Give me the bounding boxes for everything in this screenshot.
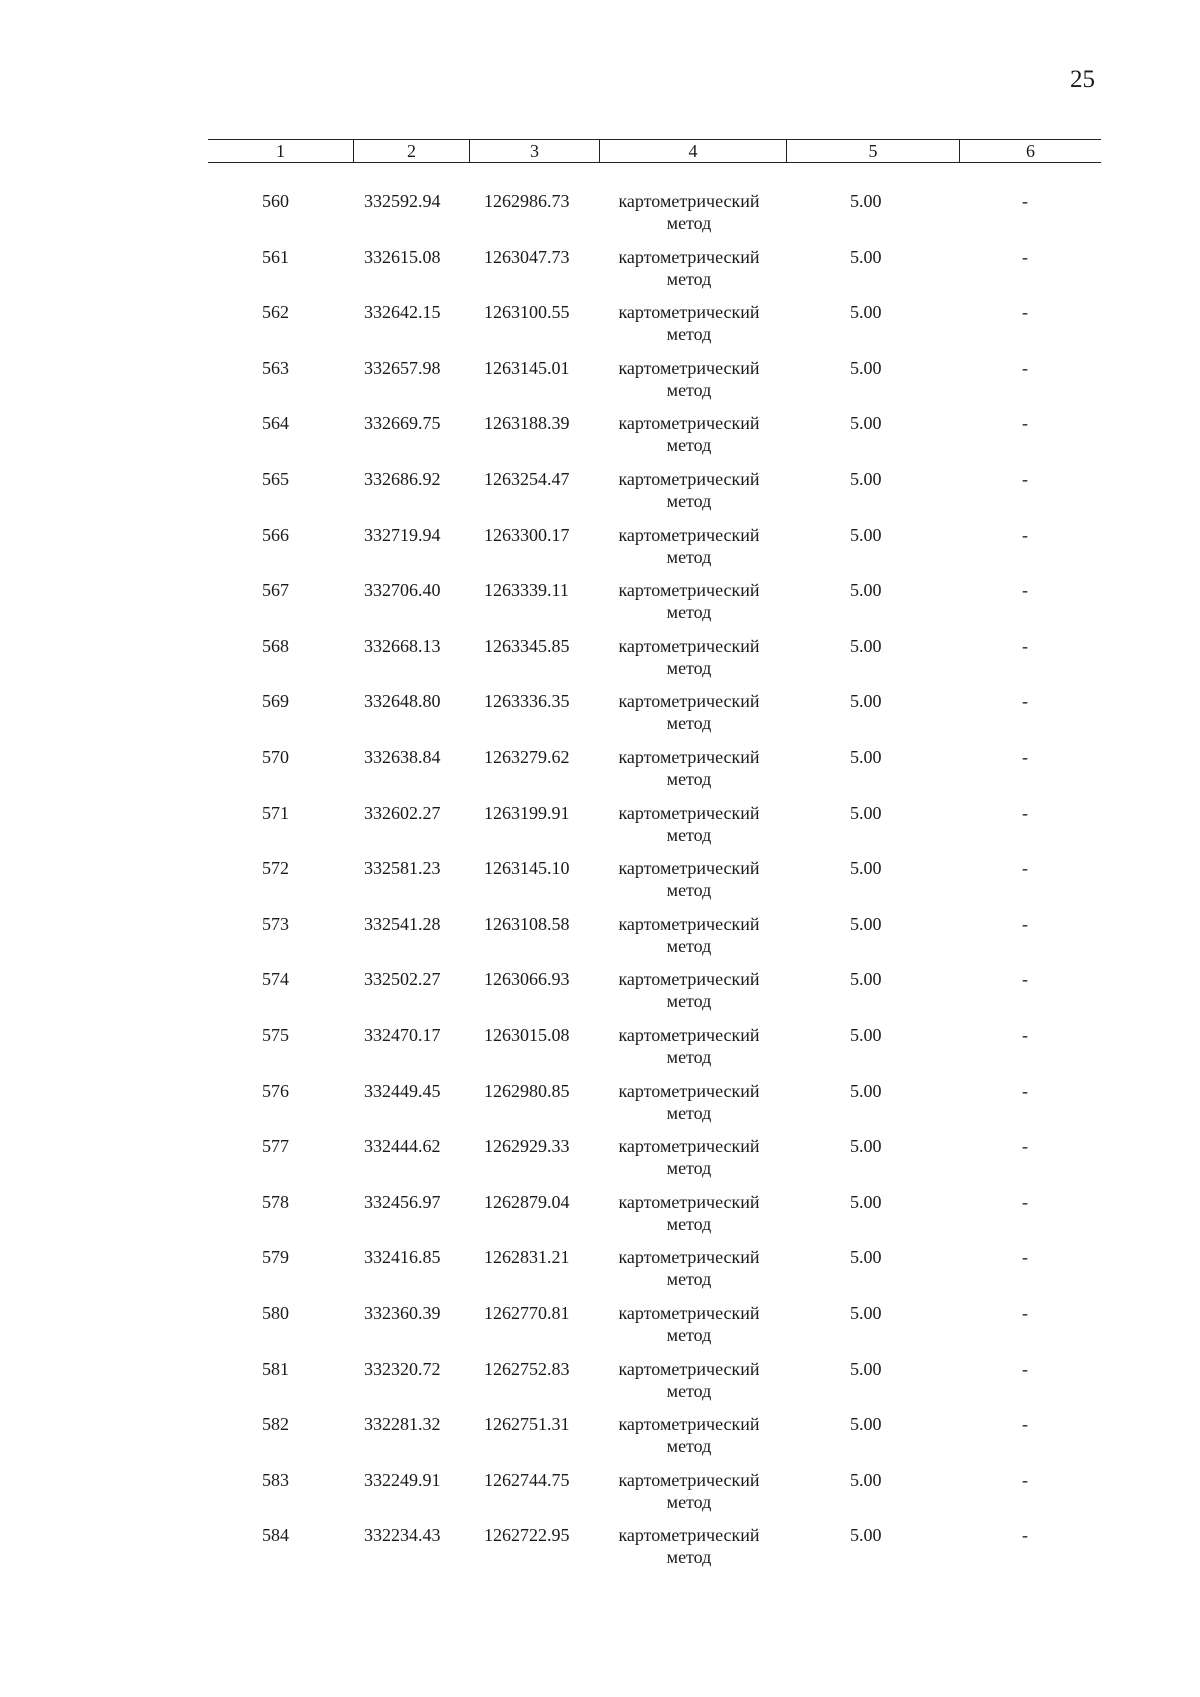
method-line-1: картометрический	[618, 1247, 760, 1268]
method-line-1: картометрический	[618, 969, 760, 990]
method-line-1: картометрический	[618, 691, 760, 712]
note-value: -	[1022, 635, 1028, 656]
note-value: -	[1022, 1414, 1028, 1435]
method-cell	[600, 690, 778, 734]
method-line-2: метод	[666, 1436, 712, 1457]
table-row	[0, 1080, 1200, 1136]
table-row	[0, 1135, 1200, 1191]
coordinate-x: 332669.75	[364, 413, 441, 434]
coordinate-x: 332444.62	[364, 1136, 441, 1157]
method-line-2: метод	[666, 213, 712, 233]
method-line-2: метод	[666, 324, 712, 345]
method-line-2: метод	[666, 268, 712, 289]
header-cell-4: 4	[600, 140, 787, 162]
point-number: 565	[262, 469, 289, 489]
note-value: -	[1022, 1191, 1028, 1212]
method-line-1: картометрический	[618, 858, 760, 879]
method-line-2: метод	[666, 880, 712, 901]
method-line-1: картометрический	[618, 357, 760, 378]
method-line-2: метод	[666, 1380, 712, 1401]
method-line-1: картометрический	[618, 1303, 760, 1323]
table-row	[0, 301, 1200, 357]
point-number: 584	[262, 1525, 289, 1546]
table-row	[0, 246, 1200, 302]
note-value: -	[1022, 1469, 1028, 1490]
method-line-2: метод	[666, 713, 712, 734]
coordinate-x: 332602.27	[364, 802, 441, 823]
note-value: -	[1022, 246, 1028, 267]
table-row	[0, 468, 1200, 524]
method-line-2: метод	[666, 1547, 712, 1568]
coordinate-x: 332320.72	[364, 1358, 441, 1379]
coordinate-x: 332470.17	[364, 1025, 441, 1045]
method-cell	[600, 1524, 778, 1568]
method-line-1: картометрический	[618, 1136, 760, 1157]
coordinate-y: 1263279.62	[484, 747, 570, 767]
method-cell	[600, 1413, 778, 1457]
point-number: 564	[262, 413, 289, 434]
method-line-1: картометрический	[618, 913, 760, 934]
method-cell	[600, 190, 778, 234]
table-row	[0, 1358, 1200, 1414]
header-cell-5: 5	[787, 140, 960, 162]
header-cell-1: 1	[208, 140, 354, 162]
method-cell	[600, 802, 778, 846]
table-row	[0, 412, 1200, 468]
coordinate-x: 332642.15	[364, 302, 441, 323]
table-row	[0, 357, 1200, 413]
coordinate-y: 1263188.39	[484, 413, 570, 434]
page-number: 25	[1070, 66, 1095, 93]
coordinate-x: 332657.98	[364, 357, 441, 378]
coordinate-x: 332581.23	[364, 858, 441, 879]
table-row	[0, 1024, 1200, 1080]
point-number: 572	[262, 858, 289, 879]
accuracy-value: 5.00	[850, 1414, 882, 1435]
note-value: -	[1022, 913, 1028, 934]
note-value: -	[1022, 469, 1028, 489]
point-number: 581	[262, 1358, 289, 1379]
accuracy-value: 5.00	[850, 969, 882, 990]
table-row	[0, 635, 1200, 691]
point-number: 561	[262, 246, 289, 267]
header-cell-2: 2	[354, 140, 470, 162]
point-number: 575	[262, 1025, 289, 1045]
coordinate-x: 332615.08	[364, 246, 441, 267]
coordinate-y: 1262770.81	[484, 1303, 570, 1323]
note-value: -	[1022, 357, 1028, 378]
accuracy-value: 5.00	[850, 1247, 882, 1268]
method-line-2: метод	[666, 1491, 712, 1512]
method-cell	[600, 1135, 778, 1179]
coordinate-x: 332592.94	[364, 191, 441, 211]
method-line-1: картометрический	[618, 246, 760, 267]
coordinate-y: 1263100.55	[484, 302, 570, 323]
accuracy-value: 5.00	[850, 1136, 882, 1157]
method-line-1: картометрический	[618, 1414, 760, 1435]
method-line-2: метод	[666, 935, 712, 956]
method-line-2: метод	[666, 1158, 712, 1179]
method-line-2: метод	[666, 824, 712, 845]
method-cell	[600, 635, 778, 679]
coordinate-y: 1263336.35	[484, 691, 570, 712]
coordinate-x: 332416.85	[364, 1247, 441, 1268]
table-row	[0, 1191, 1200, 1247]
point-number: 578	[262, 1191, 289, 1212]
method-line-1: картометрический	[618, 580, 760, 601]
method-line-2: метод	[666, 435, 712, 456]
note-value: -	[1022, 580, 1028, 601]
accuracy-value: 5.00	[850, 524, 882, 545]
note-value: -	[1022, 413, 1028, 434]
coordinate-y: 1263145.01	[484, 357, 570, 378]
method-cell	[600, 412, 778, 456]
note-value: -	[1022, 1247, 1028, 1268]
table-row	[0, 524, 1200, 580]
accuracy-value: 5.00	[850, 1469, 882, 1490]
accuracy-value: 5.00	[850, 1303, 882, 1323]
accuracy-value: 5.00	[850, 802, 882, 823]
point-number: 582	[262, 1414, 289, 1435]
method-line-2: метод	[666, 1102, 712, 1123]
coordinate-x: 332719.94	[364, 524, 441, 545]
method-line-2: метод	[666, 546, 712, 567]
coordinate-x: 332360.39	[364, 1303, 441, 1323]
accuracy-value: 5.00	[850, 1525, 882, 1546]
table-row	[0, 913, 1200, 969]
coordinate-x: 332541.28	[364, 913, 441, 934]
method-line-2: метод	[666, 1269, 712, 1290]
method-line-1: картометрический	[618, 1080, 760, 1101]
method-line-1: картометрический	[618, 1358, 760, 1379]
method-cell	[600, 913, 778, 957]
coordinate-x: 332638.84	[364, 747, 441, 767]
method-line-1: картометрический	[618, 1025, 760, 1045]
method-cell	[600, 524, 778, 568]
accuracy-value: 5.00	[850, 1191, 882, 1212]
method-line-1: картометрический	[618, 191, 760, 211]
table-row	[0, 1524, 1200, 1580]
method-line-1: картометрический	[618, 1191, 760, 1212]
method-line-1: картометрический	[618, 413, 760, 434]
coordinate-y: 1262751.31	[484, 1414, 570, 1435]
coordinate-x: 332648.80	[364, 691, 441, 712]
point-number: 577	[262, 1136, 289, 1157]
coordinate-y: 1263199.91	[484, 802, 570, 823]
method-cell	[600, 1080, 778, 1124]
method-line-1: картометрический	[618, 635, 760, 656]
coordinate-x: 332456.97	[364, 1191, 441, 1212]
note-value: -	[1022, 969, 1028, 990]
method-cell	[600, 1358, 778, 1402]
method-cell	[600, 301, 778, 345]
table-header	[208, 139, 1101, 163]
accuracy-value: 5.00	[850, 469, 882, 489]
point-number: 567	[262, 580, 289, 601]
table-row	[0, 579, 1200, 635]
accuracy-value: 5.00	[850, 413, 882, 434]
method-line-2: метод	[666, 1213, 712, 1234]
coordinate-y: 1262831.21	[484, 1247, 570, 1268]
note-value: -	[1022, 1525, 1028, 1546]
coordinate-y: 1262879.04	[484, 1191, 570, 1212]
coordinate-y: 1262744.75	[484, 1469, 570, 1490]
accuracy-value: 5.00	[850, 246, 882, 267]
point-number: 573	[262, 913, 289, 934]
coordinate-x: 332449.45	[364, 1080, 441, 1101]
coordinate-y: 1263254.47	[484, 469, 570, 489]
point-number: 563	[262, 357, 289, 378]
point-number: 562	[262, 302, 289, 323]
coordinate-y: 1263108.58	[484, 913, 570, 934]
header-cell-3: 3	[470, 140, 600, 162]
point-number: 579	[262, 1247, 289, 1268]
accuracy-value: 5.00	[850, 913, 882, 934]
method-line-2: метод	[666, 602, 712, 623]
note-value: -	[1022, 747, 1028, 767]
point-number: 580	[262, 1303, 289, 1323]
coordinate-y: 1262752.83	[484, 1358, 570, 1379]
method-line-1: картометрический	[618, 802, 760, 823]
note-value: -	[1022, 1358, 1028, 1379]
note-value: -	[1022, 858, 1028, 879]
table-row	[0, 857, 1200, 913]
coordinate-y: 1262929.33	[484, 1136, 570, 1157]
point-number: 570	[262, 747, 289, 767]
header-cell-6: 6	[1026, 141, 1035, 161]
method-line-2: метод	[666, 1047, 712, 1067]
coordinate-y: 1263047.73	[484, 246, 570, 267]
method-cell	[600, 1246, 778, 1290]
note-value: -	[1022, 302, 1028, 323]
coordinate-y: 1262722.95	[484, 1525, 570, 1546]
method-cell	[600, 1469, 778, 1513]
point-number: 576	[262, 1080, 289, 1101]
accuracy-value: 5.00	[850, 858, 882, 879]
method-cell	[600, 1024, 778, 1068]
coordinate-y: 1263145.10	[484, 858, 570, 879]
method-line-2: метод	[666, 1325, 712, 1345]
table-row	[0, 1302, 1200, 1358]
accuracy-value: 5.00	[850, 302, 882, 323]
note-value: -	[1022, 1025, 1028, 1045]
note-value: -	[1022, 524, 1028, 545]
method-line-2: метод	[666, 491, 712, 511]
table-row	[0, 802, 1200, 858]
coordinate-x: 332668.13	[364, 635, 441, 656]
method-cell	[600, 357, 778, 401]
accuracy-value: 5.00	[850, 1080, 882, 1101]
method-line-1: картометрический	[618, 524, 760, 545]
method-line-1: картометрический	[618, 469, 760, 489]
accuracy-value: 5.00	[850, 1358, 882, 1379]
point-number: 566	[262, 524, 289, 545]
coordinate-y: 1263015.08	[484, 1025, 570, 1045]
accuracy-value: 5.00	[850, 580, 882, 601]
point-number: 560	[262, 191, 289, 211]
point-number: 571	[262, 802, 289, 823]
coordinate-y: 1263345.85	[484, 635, 570, 656]
coordinate-x: 332249.91	[364, 1469, 441, 1490]
accuracy-value: 5.00	[850, 1025, 882, 1045]
method-cell	[600, 1191, 778, 1235]
coordinate-y: 1263300.17	[484, 524, 570, 545]
note-value: -	[1022, 1136, 1028, 1157]
accuracy-value: 5.00	[850, 635, 882, 656]
coordinate-y: 1263066.93	[484, 969, 570, 990]
note-value: -	[1022, 1303, 1028, 1323]
accuracy-value: 5.00	[850, 691, 882, 712]
note-value: -	[1022, 802, 1028, 823]
accuracy-value: 5.00	[850, 747, 882, 767]
method-line-1: картометрический	[618, 747, 760, 767]
table-row	[0, 690, 1200, 746]
method-line-1: картометрический	[618, 1469, 760, 1490]
coordinate-x: 332234.43	[364, 1525, 441, 1546]
table-row	[0, 746, 1200, 802]
note-value: -	[1022, 1080, 1028, 1101]
point-number: 568	[262, 635, 289, 656]
coordinate-y: 1263339.11	[484, 580, 569, 601]
method-line-2: метод	[666, 991, 712, 1012]
point-number: 569	[262, 691, 289, 712]
method-cell	[600, 968, 778, 1012]
table-row	[0, 1469, 1200, 1525]
table-row	[0, 1246, 1200, 1302]
table-row	[0, 1413, 1200, 1469]
coordinate-x: 332686.92	[364, 469, 441, 489]
note-value: -	[1022, 691, 1028, 712]
accuracy-value: 5.00	[850, 191, 882, 211]
method-cell	[600, 579, 778, 623]
coordinate-x: 332502.27	[364, 969, 441, 990]
point-number: 574	[262, 969, 289, 990]
coordinate-x: 332706.40	[364, 580, 441, 601]
method-cell	[600, 746, 778, 790]
point-number: 583	[262, 1469, 289, 1490]
method-cell	[600, 246, 778, 290]
method-cell	[600, 1302, 778, 1346]
coordinate-y: 1262986.73	[484, 191, 570, 211]
method-line-2: метод	[666, 769, 712, 789]
method-cell	[600, 468, 778, 512]
method-line-1: картометрический	[618, 1525, 760, 1546]
table-row	[0, 968, 1200, 1024]
note-value: -	[1022, 191, 1028, 211]
table-row	[0, 190, 1200, 246]
method-line-1: картометрический	[618, 302, 760, 323]
method-cell	[600, 857, 778, 901]
method-line-2: метод	[666, 379, 712, 400]
method-line-2: метод	[666, 657, 712, 678]
coordinate-x: 332281.32	[364, 1414, 441, 1435]
coordinate-y: 1262980.85	[484, 1080, 570, 1101]
accuracy-value: 5.00	[850, 357, 882, 378]
